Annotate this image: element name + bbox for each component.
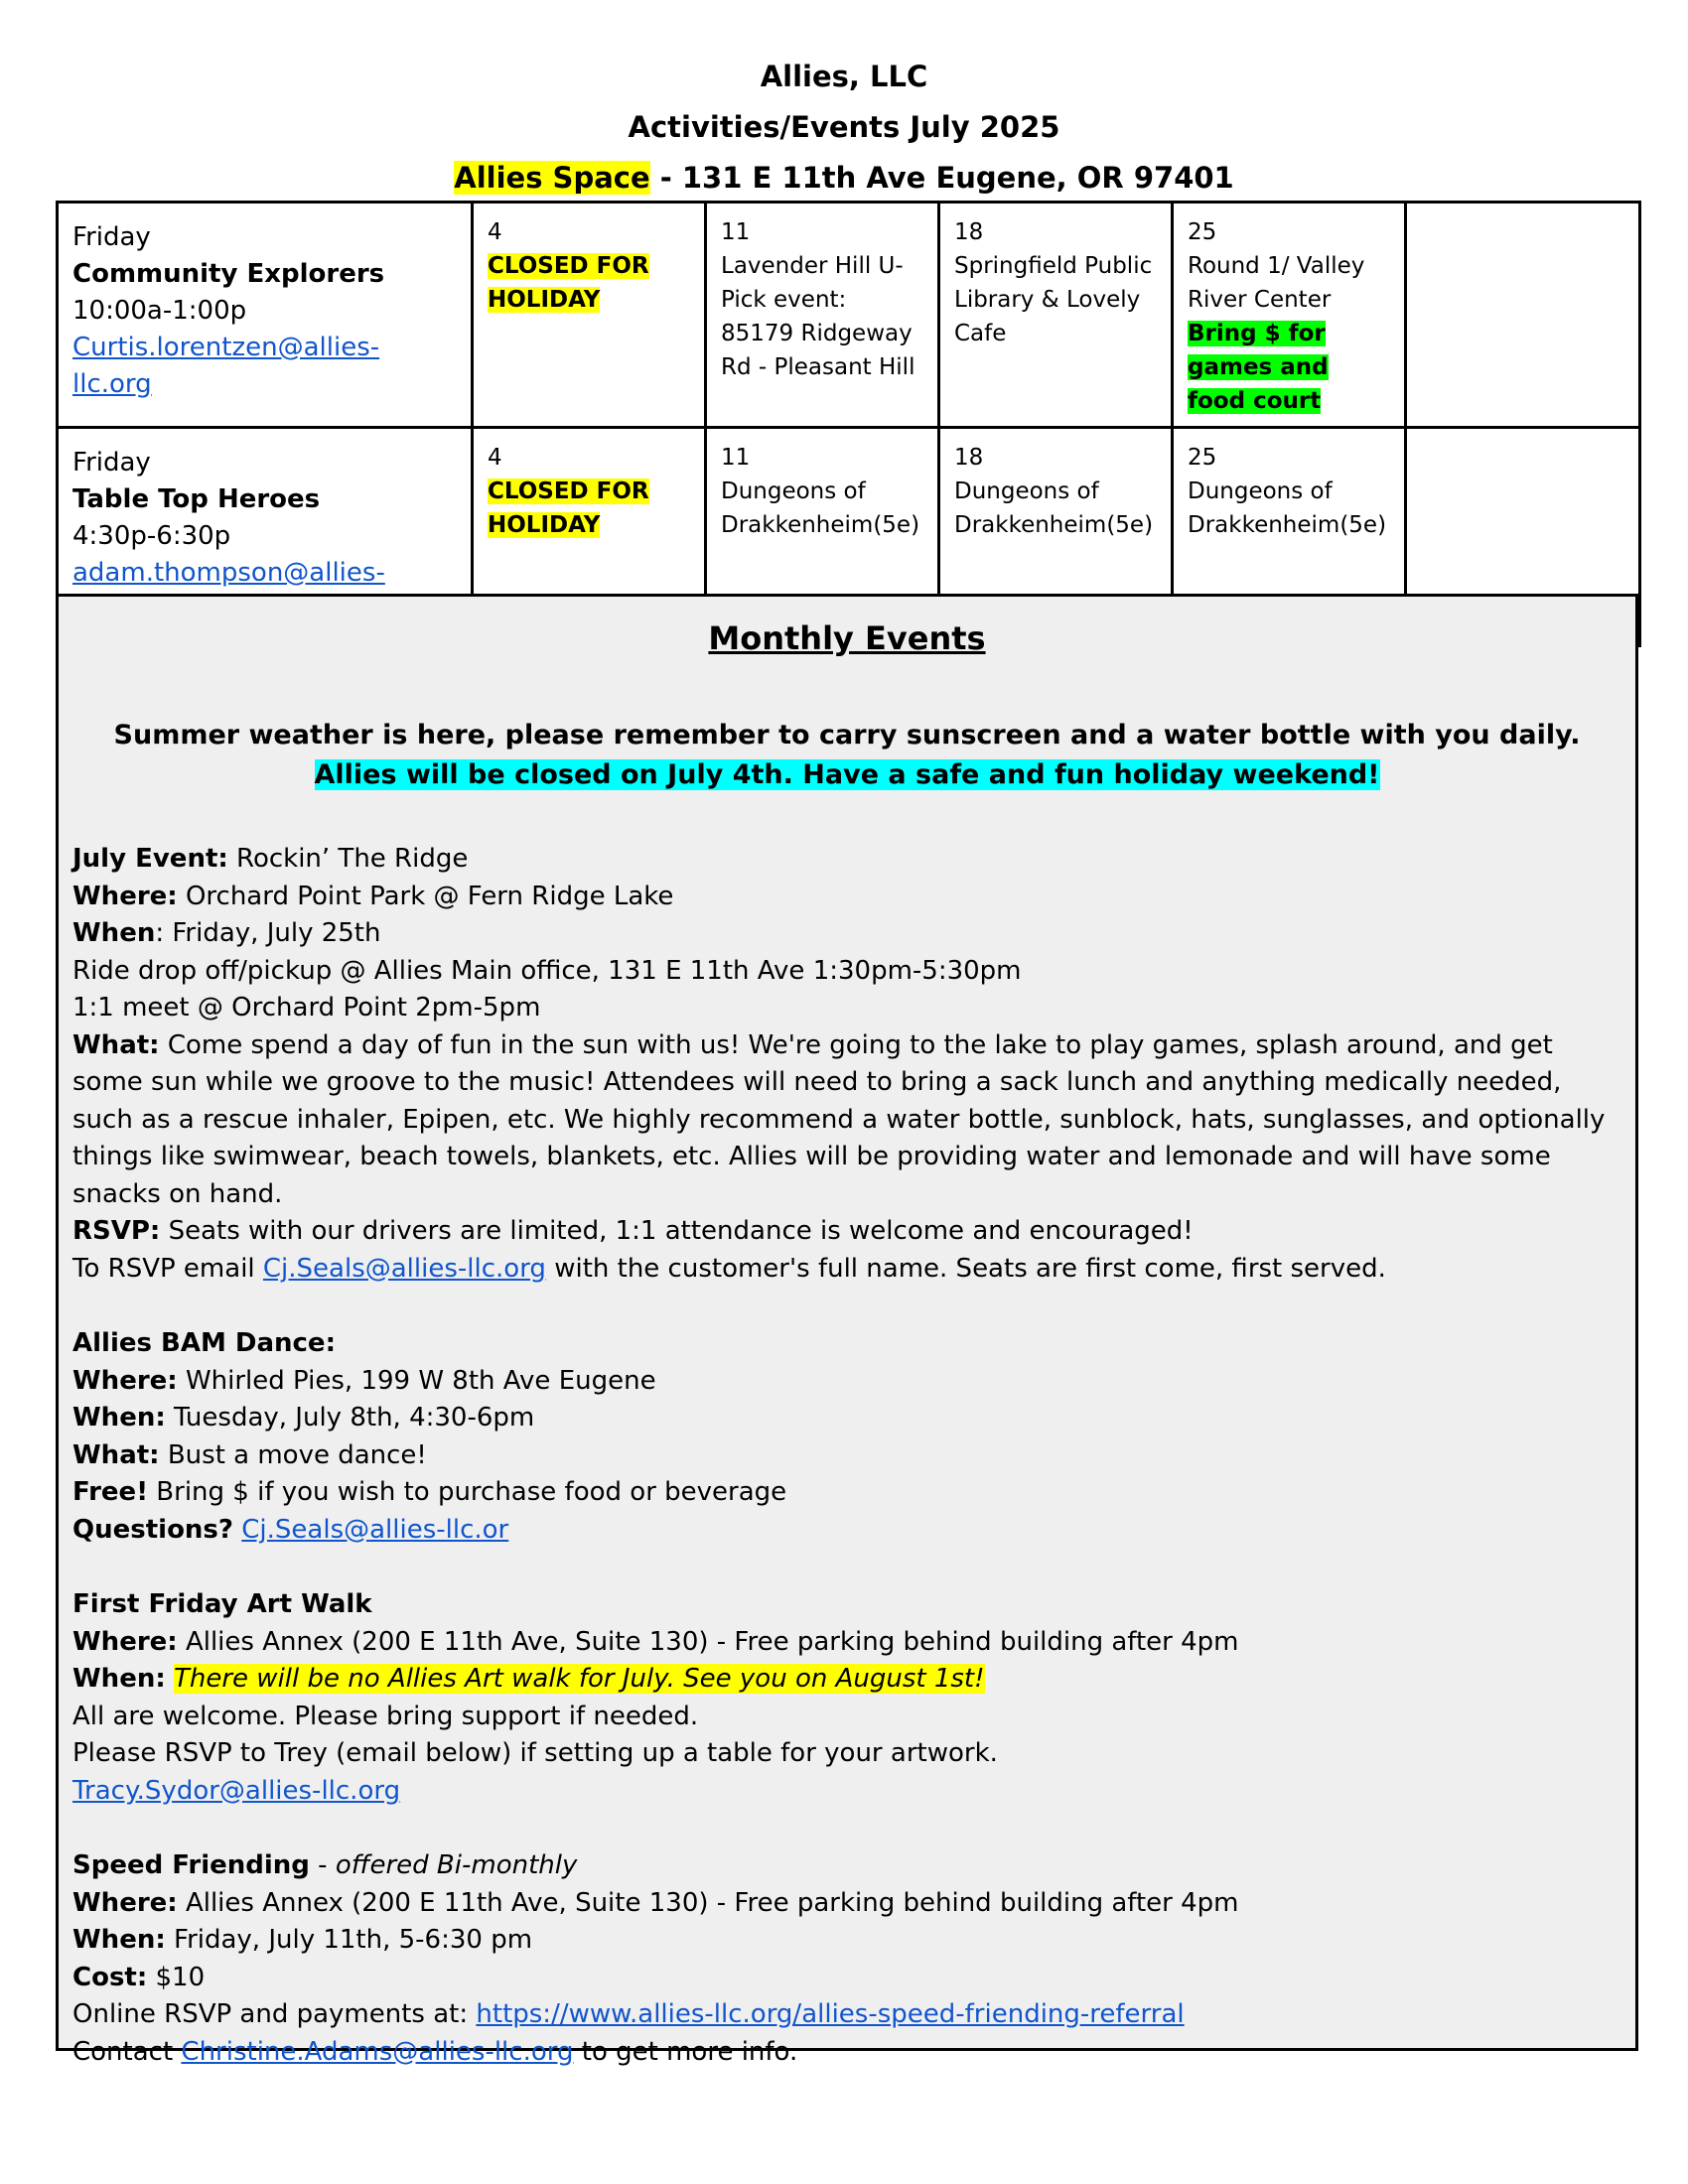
- document-header: [0, 52, 1688, 204]
- date-cell: [473, 203, 706, 428]
- speed-title: Speed Friending: [72, 1850, 310, 1880]
- speed-where: Allies Annex (200 E 11th Ave, Suite 130) - Free parking behind building after 4pm: [177, 1887, 1239, 1918]
- july-rsvp-prefix: To RSVP email: [72, 1253, 263, 1284]
- table-row: [58, 203, 1640, 428]
- label-where: Where:: [72, 1887, 178, 1918]
- speed-contact-suffix: to get more info.: [573, 2036, 798, 2067]
- speed-online-url-link[interactable]: https://www.allies-llc.org/allies-speed-friending-referral: [476, 1999, 1185, 2029]
- date-highlight: CLOSED FOR HOLIDAY: [488, 253, 649, 313]
- group-time: 10:00a-1:00p: [72, 296, 247, 326]
- july-meet: 1:1 meet @ Orchard Point 2pm-5pm: [72, 993, 541, 1023]
- group-name: Community Explorers: [72, 259, 385, 289]
- location-address: - 131 E 11th Ave Eugene, OR 97401: [649, 161, 1234, 195]
- july-rsvp-email-link[interactable]: Cj.Seals@allies-llc.org: [262, 1253, 546, 1284]
- date-highlight: Bring $ for games and food court: [1188, 321, 1329, 414]
- date-number: 4: [488, 219, 502, 245]
- date-text: Springfield Public Library & Lovely Cafe: [954, 253, 1153, 346]
- date-number: 11: [721, 445, 751, 471]
- speed-contact-email-link[interactable]: Christine.Adams@allies-llc.org: [181, 2036, 574, 2067]
- speed-when: Friday, July 11th, 5-6:30 pm: [165, 1925, 533, 1955]
- artwalk-rsvp: Please RSVP to Trey (email below) if setting up a table for your artwork.: [72, 1738, 998, 1768]
- bam-when: Tuesday, July 8th, 4:30-6pm: [165, 1403, 535, 1433]
- artwalk-title: First Friday Art Walk: [72, 1589, 372, 1619]
- july-when: : Friday, July 25th: [155, 918, 381, 948]
- bam-title: Allies BAM Dance:: [72, 1328, 336, 1358]
- page-subtitle: Activities/Events July 2025: [628, 110, 1060, 144]
- july-rsvp: Seats with our drivers are limited, 1:1 attendance is welcome and encouraged!: [160, 1216, 1194, 1246]
- artwalk-when: There will be no Allies Art walk for July. See you on August 1st!: [174, 1664, 985, 1694]
- artwalk-email-link[interactable]: Tracy.Sydor@allies-llc.org: [72, 1775, 401, 1806]
- label-where: Where:: [72, 1365, 178, 1396]
- location-name: Allies Space: [454, 161, 650, 195]
- date-number: 11: [721, 219, 751, 245]
- label-rsvp: RSVP:: [72, 1216, 161, 1246]
- label-when: When:: [72, 1664, 166, 1694]
- monthly-events-title: Monthly Events: [708, 619, 986, 657]
- bam-where: Whirled Pies, 199 W 8th Ave Eugene: [177, 1365, 656, 1396]
- group-email-link[interactable]: adam.thompson@allies-: [72, 558, 385, 588]
- art-walk-block: [72, 1586, 1621, 1810]
- monthly-events-section: [56, 594, 1638, 2067]
- date-text: Dungeons of Drakkenheim(5e): [954, 478, 1154, 538]
- label-july-event: July Event:: [72, 844, 228, 874]
- date-number: 25: [1188, 445, 1217, 471]
- date-cell: [939, 203, 1173, 428]
- bam-free: Bring $ if you wish to purchase food or beverage: [148, 1477, 787, 1507]
- notice-closed: Allies will be closed on July 4th. Have a safe and fun holiday weekend!: [314, 759, 1380, 790]
- label-when: When:: [72, 1925, 166, 1955]
- bam-what: Bust a move dance!: [159, 1439, 427, 1470]
- july-event-name: Rockin’ The Ridge: [227, 844, 469, 874]
- date-text: Dungeons of Drakkenheim(5e): [1188, 478, 1387, 538]
- group-day: Friday: [72, 448, 151, 478]
- group-email-link[interactable]: Curtis.lorentzen@allies-llc.org: [72, 333, 380, 399]
- artwalk-welcome: All are welcome. Please bring support if needed.: [72, 1701, 699, 1731]
- july-rsvp-suffix: with the customer's full name. Seats are first come, first served.: [545, 1253, 1386, 1284]
- july-event-block: [72, 841, 1621, 1288]
- group-name: Table Top Heroes: [72, 484, 321, 514]
- july-where: Orchard Point Park @ Fern Ridge Lake: [177, 881, 674, 911]
- date-number: 18: [954, 219, 984, 245]
- speed-cost: $10: [147, 1962, 206, 1992]
- group-time: 4:30p-6:30p: [72, 521, 231, 551]
- bam-questions-email-link[interactable]: Cj.Seals@allies-llc.or: [241, 1514, 509, 1545]
- date-text: Lavender Hill U-Pick event: 85179 Ridgeway Rd - Pleasant Hill: [721, 253, 915, 380]
- label-where: Where:: [72, 1626, 178, 1657]
- group-cell: [58, 203, 473, 428]
- date-cell-empty: [1406, 203, 1640, 428]
- label-questions: Questions?: [72, 1514, 233, 1545]
- date-number: 25: [1188, 219, 1217, 245]
- speed-offered: offered Bi-monthly: [335, 1850, 578, 1880]
- location-line: [0, 153, 1688, 204]
- schedule-table: [56, 201, 1641, 647]
- group-day: Friday: [72, 222, 151, 252]
- date-cell: [706, 203, 939, 428]
- label-free: Free!: [72, 1477, 149, 1507]
- speed-title-sep: -: [309, 1850, 336, 1880]
- label-where: Where:: [72, 881, 178, 911]
- date-number: 4: [488, 445, 502, 471]
- date-text: Dungeons of Drakkenheim(5e): [721, 478, 920, 538]
- label-what: What:: [72, 1439, 160, 1470]
- date-number: 18: [954, 445, 984, 471]
- july-ride: Ride drop off/pickup @ Allies Main office, 131 E 11th Ave 1:30pm-5:30pm: [72, 955, 1022, 986]
- speed-online-prefix: Online RSVP and payments at:: [72, 1999, 477, 2029]
- date-cell: [1173, 203, 1406, 428]
- org-title: Allies, LLC: [760, 60, 928, 93]
- speed-friending-block: [72, 1847, 1621, 2071]
- date-highlight: CLOSED FOR HOLIDAY: [488, 478, 649, 538]
- label-cost: Cost:: [72, 1962, 148, 1992]
- label-what: What:: [72, 1029, 160, 1060]
- label-when: When: [72, 918, 156, 948]
- july-what: Come spend a day of fun in the sun with us! We're going to the lake to play games, splash around, and get some sun while we groove to the music! Attendees will need to bring a sack lunch and anything medically needed, such as a rescue inhaler, Epipen, etc. We highly recommend a water bottle, sunblock, hats, sunglasses, and optionally things like swimwear, beach towels, blankets, etc. Allies will be providing water and lemonade and will have some snacks on hand.: [72, 1029, 1606, 1209]
- date-text: Round 1/ Valley River Center: [1188, 253, 1365, 313]
- bam-dance-block: [72, 1325, 1621, 1549]
- speed-contact-prefix: Contact: [72, 2036, 182, 2067]
- label-when: When:: [72, 1403, 166, 1433]
- notice-weather: Summer weather is here, please remember to carry sunscreen and a water bottle with you daily.: [113, 720, 1581, 751]
- artwalk-where: Allies Annex (200 E 11th Ave, Suite 130) - Free parking behind building after 4pm: [177, 1626, 1239, 1657]
